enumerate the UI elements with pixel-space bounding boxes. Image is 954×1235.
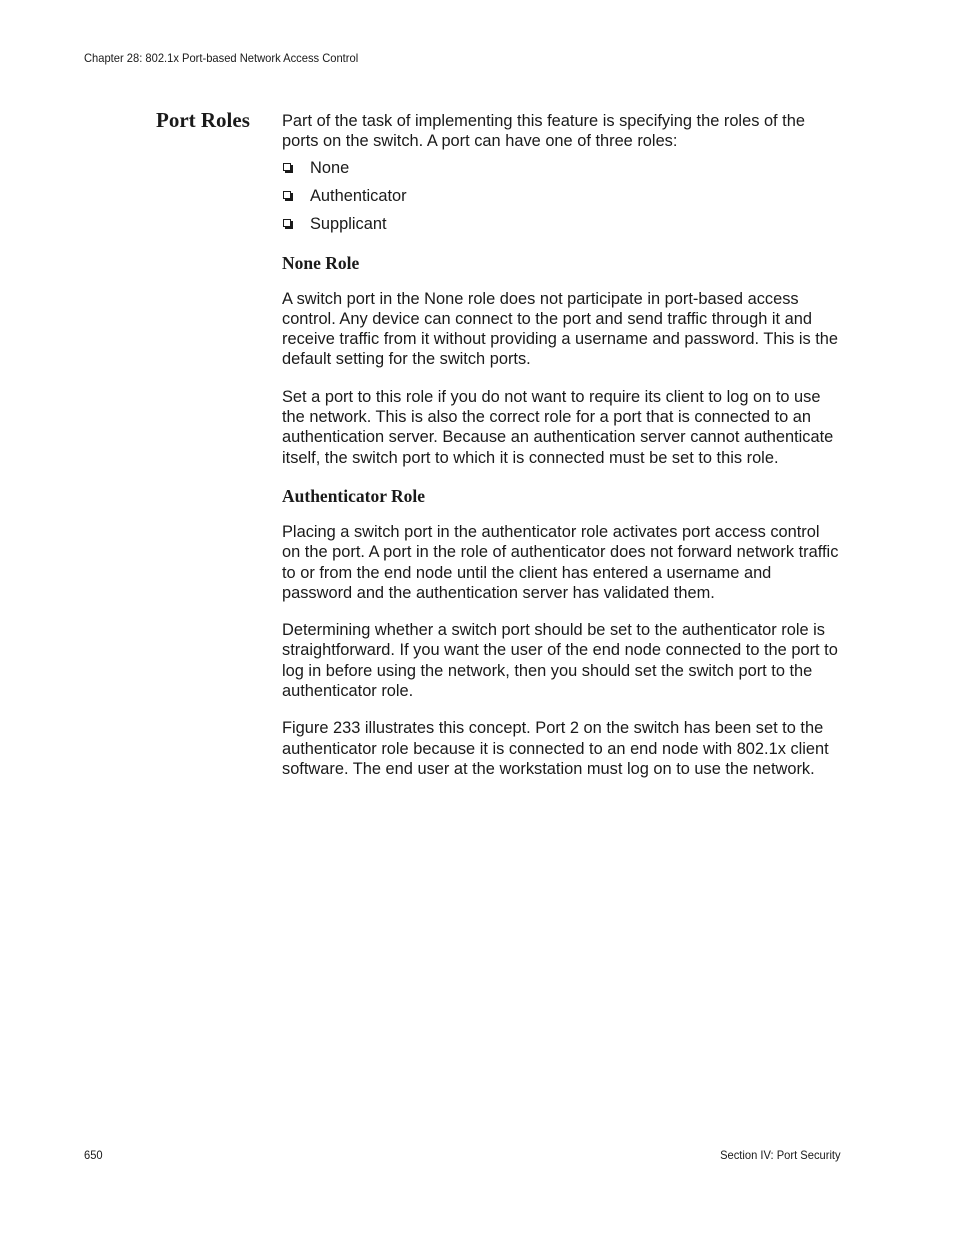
footer-section-label: Section IV: Port Security <box>720 1148 841 1162</box>
authenticator-role-paragraph-3: Figure 233 illustrates this concept. Port 2 on the switch has been set to the authenticator role because it is connected to an end node with 802.1x client software. The end user at the workstation must log on to use the network. <box>282 719 829 778</box>
running-head: Chapter 28: 802.1x Port-based Network Access Control <box>84 51 359 65</box>
list-item <box>282 158 842 186</box>
list-item <box>282 214 842 242</box>
authenticator-role-paragraph-2: Determining whether a switch port should be set to the authenticator role is straightforward. If you want the user of the end node connected to the port to log in before using the network, then you should set the switch port to the authenticator role. <box>282 621 838 701</box>
authenticator-role-heading: Authenticator Role <box>282 485 426 506</box>
section-heading: Port Roles <box>156 108 250 132</box>
list-item-label: Authenticator <box>310 186 407 205</box>
page-number: 650 <box>84 1148 103 1162</box>
none-role-paragraph-1: A switch port in the None role does not participate in port-based access control. Any device can connect to the port and send traffic through it and receive traffic from it without providing a username and password. This is the default setting for the switch ports. <box>282 289 839 369</box>
role-list <box>282 158 842 242</box>
body-column <box>282 111 842 796</box>
intro-paragraph: Part of the task of implementing this feature is specifying the roles of the ports on the switch. A port can have one of three roles: <box>282 112 805 151</box>
none-role-heading: None Role <box>282 252 360 273</box>
list-item <box>282 186 842 214</box>
checkbox-square-icon <box>283 191 291 199</box>
list-item-label: None <box>310 158 350 177</box>
authenticator-role-paragraph-1: Placing a switch port in the authenticator role activates port access control on the port. A port in the role of authenticator does not forward network traffic to or from the end node until the client has entered a username and password and the authentication server has validated them. <box>282 522 839 602</box>
checkbox-square-icon <box>283 219 291 227</box>
checkbox-square-icon <box>283 163 291 171</box>
none-role-paragraph-2: Set a port to this role if you do not want to require its client to log on to use the network. This is also the correct role for a port that is connected to an authentication server. Because an authentication server cannot authenticate itself, the switch port to which it is connected must be set to this role. <box>282 387 834 467</box>
list-item-label: Supplicant <box>310 214 387 233</box>
